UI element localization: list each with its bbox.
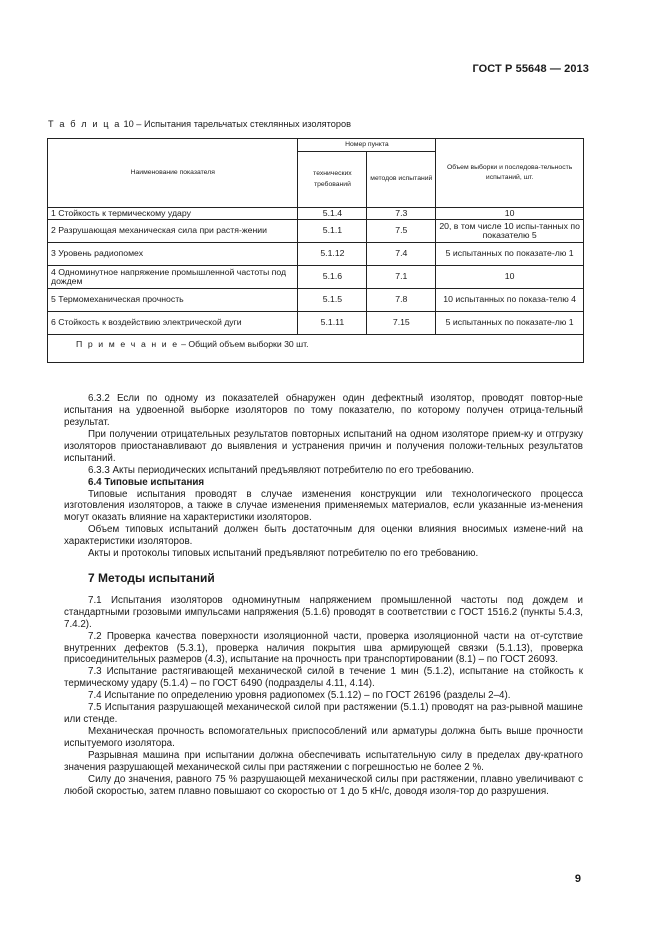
header-clause-group: Номер пункта [298,139,436,152]
row-sample: 20, в том числе 10 испы-танных по показателю 5 [436,220,584,243]
row-tech: 5.1.11 [298,312,367,335]
row-name: 3 Уровень радиопомех [48,243,298,266]
row-name: 4 Одноминутное напряжение промышленной частоты под дождем [48,266,298,289]
test-table [47,138,584,363]
section-6-text [64,393,583,798]
row-method: 7.1 [367,266,436,289]
row-method: 7.3 [367,208,436,220]
row-tech: 5.1.4 [298,208,367,220]
table-caption-prefix: Т а б л и ц а [48,119,121,129]
paragraph: Объем типовых испытаний должен быть достаточным для оценки влияния вносимых измене-ний на характеристики изоляторов. [64,524,583,548]
subsection-title: 6.4 Типовые испытания [88,476,205,488]
paragraph: Разрывная машина при испытании должна обеспечивать испытательную силу в пределах дву-кратного значения разрушающей механической силы при растяжении с погрешностью не более 2 %. [64,749,583,773]
row-name: 1 Стойкость к термическому удару [48,208,298,220]
row-method: 7.8 [367,289,436,312]
header-tech: технических требований [298,152,367,208]
section-title: 7 Методы испытаний [88,571,215,586]
paragraph: Механическая прочность вспомогательных приспособлений или арматуры должна быть выше прочности испытуемого изолятора. [64,726,583,749]
table-row [48,243,584,266]
row-tech: 5.1.1 [298,220,367,243]
paragraph: 7.1 Испытания изоляторов одноминутным напряжением промышленной частоты под дождем и стандартными грозовыми импульсами напряжения (5.1.6) проводят в соответствии с ГОСТ 1516.2 (пункты 5.4.3, 7.4.2). [64,594,583,630]
row-sample: 10 [436,208,584,220]
row-name: 6 Стойкость к воздействию электрической дуги [48,312,298,335]
paragraph: 7.2 Проверка качества поверхности изоляционной части, проверка изоляционной части на от-сутствие внутренних дефектов (5.3.1), проверка наличия покрытия шва армирующей связки (5.1.13), проверка присоединительных размеров (4.3), испытание на прочность при транспортировании (8.1) – по ГОСТ 26093. [64,630,583,666]
paragraph: Акты и протоколы типовых испытаний предъявляют потребителю по его требованию. [88,548,479,560]
table-row [48,220,584,243]
paragraph: 7.5 Испытания разрушающей механической силой при растяжении (5.1.1) проводят на раз-рывной машине или стенде. [64,702,583,726]
paragraph: 7.4 Испытание по определению уровня радиопомех (5.1.12) – по ГОСТ 26196 (разделы 2–4). [88,690,511,702]
table-row [48,266,584,289]
row-sample: 10 [436,266,584,289]
document-code: ГОСТ Р 55648 — 2013 [472,63,589,75]
table-row [48,289,584,312]
note-text: – Общий объем выборки 30 шт. [181,339,309,349]
header-name: Наименование показателя [48,139,298,208]
row-tech: 5.1.6 [298,266,367,289]
note-label: П р и м е ч а н и е [76,339,179,349]
paragraph: При получении отрицательных результатов повторных испытаний на одном изоляторе прием-ку и отгрузку изоляторов приостанавливают до выявления и устранения причин и получения положи-тельных результатов испытаний. [64,428,583,464]
row-name: 2 Разрушающая механическая сила при растя-жении [48,220,298,243]
row-sample: 10 испытанных по показа-телю 4 [436,289,584,312]
header-sample: Объем выборки и последова-тельность испытаний, шт. [436,139,584,208]
row-method: 7.4 [367,243,436,266]
table-row [48,312,584,335]
row-method: 7.5 [367,220,436,243]
row-method: 7.15 [367,312,436,335]
row-tech: 5.1.12 [298,243,367,266]
table-note [48,335,584,363]
row-tech: 5.1.5 [298,289,367,312]
table-note-row [48,335,584,363]
page-number: 9 [574,873,581,885]
row-sample: 5 испытанных по показате-лю 1 [436,243,584,266]
paragraph: 7.3 Испытание растягивающей механической силой в течение 1 мин (5.1.2), испытание на стойкость к термическому удару (5.1.4) – по ГОСТ 6490 (подразделы 4.11, 4.14). [64,666,583,690]
table-caption [48,119,351,129]
row-name: 5 Термомеханическая прочность [48,289,298,312]
paragraph: Типовые испытания проводят в случае изменения конструкции или технологического процесса изготовления изоляторов, а также в случае изменения применяемых материалов, если указанные из-менения могут оказать влияние на характеристики изоляторов. [64,488,583,524]
table-caption-text: 10 – Испытания тарельчатых стеклянных изоляторов [123,119,351,129]
header-methods: методов испытаний [367,152,436,208]
paragraph: Силу до значения, равного 75 % разрушающей механической силы при растяжении, плавно увеличивают с любой скоростью, затем плавно повышают со скоростью от 1 до 5 кН/с, доводя изоля-тор до разрушения. [64,773,583,797]
paragraph: 6.3.3 Акты периодических испытаний предъявляют потребителю по его требованию. [88,464,474,476]
row-sample: 5 испытанных по показате-лю 1 [436,312,584,335]
table-row [48,208,584,220]
paragraph: 6.3.2 Если по одному из показателей обнаружен один дефектный изолятор, проводят повтор-ные испытания на удвоенной выборке изоляторов по тому показателю, по которому получен отрица-тельный результат. [64,393,583,428]
